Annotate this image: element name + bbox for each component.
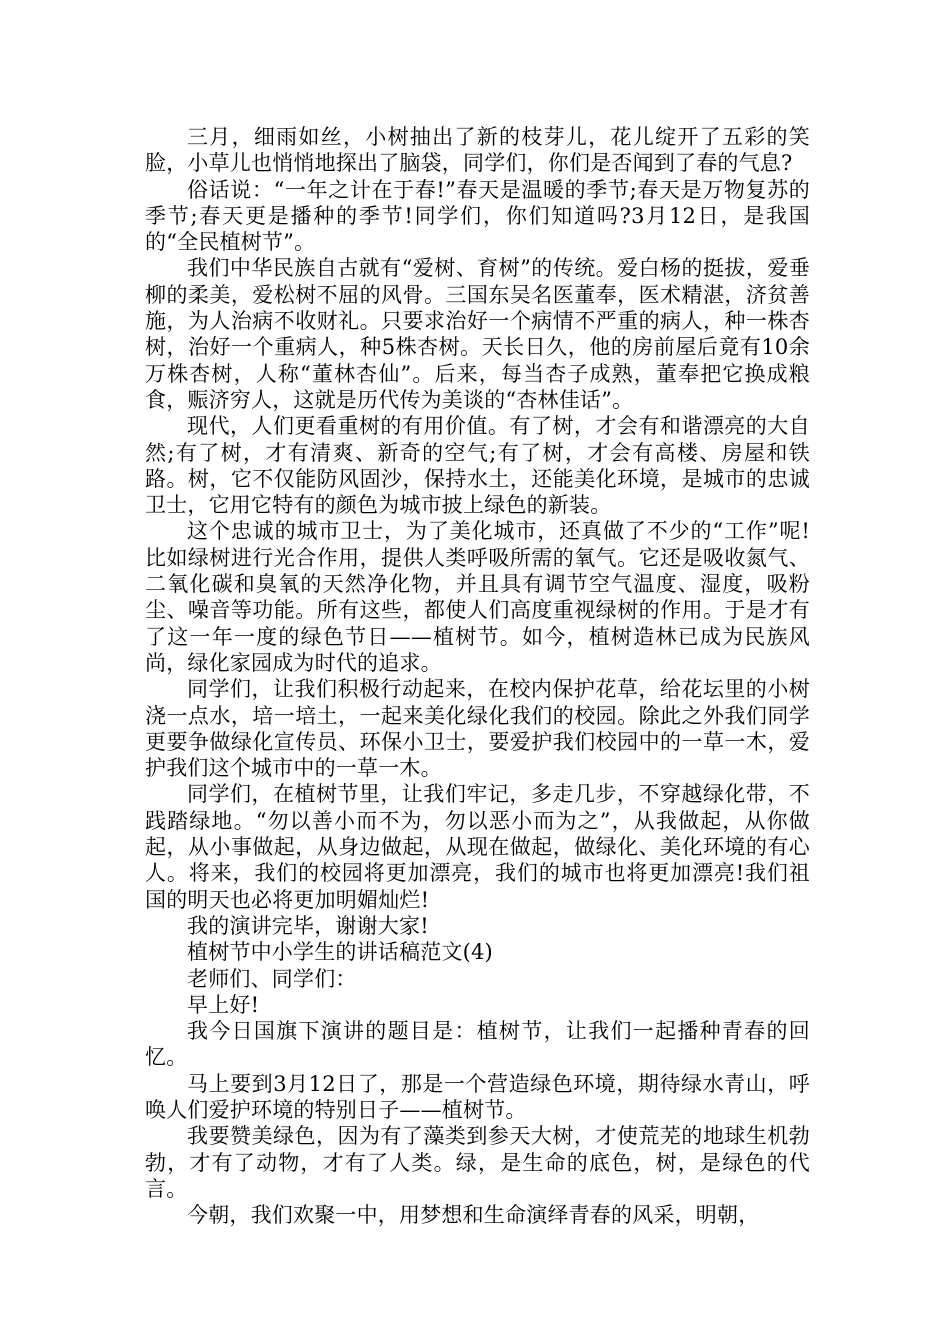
paragraph-today: 今朝，我们欢聚一中，用梦想和生命演绎青春的风采，明朝，: [187, 1203, 760, 1228]
paragraph-tradition: 我们中华民族自古就有“爱树、育树”的传统。爱白杨的挺拔，爱垂柳的柔美，爱松树不屈的风骨。三国东吴名医董奉，医术精湛，济贫善施，为人治病不收财礼。只要求治好一个病情不严重的病人，种一株杏树，治好一个重病人，种5株杏树。天长日久，他的房前屋后竟有10余万株杏树，人称“董林杏仙”。后来，每当杏子成熟，董奉把它换成粮食，赈济穷人，这就是历代传为美谈的“杏林佳话”。: [145, 256, 810, 412]
paragraph-spring-intro: 三月，细雨如丝，小树抽出了新的枝芽儿，花儿绽开了五彩的笑脸，小草儿也悄悄地探出了脑袋，同学们，你们是否闻到了春的气息?: [145, 125, 810, 176]
paragraph-city-guard: 这个忠诚的城市卫士，为了美化城市，还真做了不少的“工作”呢!比如绿树进行光合作用，提供人类呼吸所需的氧气。它还是吸收氮气、二氧化碳和臭氧的天然净化物，并且具有调节空气温度、湿度，吸粉尘、噪音等功能。所有这些，都使人们高度重视绿树的作用。于是才有了这一年一度的绿色节日——植树节。如今，植树造林已成为民族风尚，绿化家园成为时代的追求。: [145, 519, 810, 675]
paragraph-call-to-action: 同学们，让我们积极行动起来，在校内保护花草，给花坛里的小树浇一点水，培一培土，一起来美化绿化我们的校园。除此之外我们同学更要争做绿化宣传员、环保小卫士，要爱护我们校园中的一草一木，爱护我们这个城市中的一草一木。: [145, 677, 810, 781]
paragraph-closing: 我的演讲完毕，谢谢大家!: [187, 913, 429, 938]
document-page: [145, 124, 810, 1228]
paragraph-salutation: 老师们、同学们：: [187, 966, 357, 991]
paragraph-arbor-day: 马上要到3月12日了，那是一个营造绿色环境，期待绿水青山，呼唤人们爱护环境的特别日子——植树节。: [145, 1071, 810, 1122]
paragraph-modern-value: 现代，人们更看重树的有用价值。有了树，才会有和谐漂亮的大自然;有了树，才有清爽、新奇的空气;有了树，才会有高楼、房屋和铁路。树，它不仅能防风固沙，保持水土，还能美化环境，是城市的忠诚卫士，它用它特有的颜色为城市披上绿色的新装。: [145, 414, 810, 518]
paragraph-proverb: 俗话说：“一年之计在于春!”春天是温暖的季节;春天是万物复苏的季节;春天更是播种的季节!同学们，你们知道吗?3月12日，是我国的“全民植树节”。: [145, 177, 810, 255]
paragraph-speech-topic: 我今日国旗下演讲的题目是：植树节，让我们一起播种青春的回忆。: [145, 1019, 810, 1070]
section-heading: 植树节中小学生的讲话稿范文(4): [187, 940, 493, 965]
paragraph-remember: 同学们，在植树节里，让我们牢记，多走几步，不穿越绿化带，不践踏绿地。“勿以善小而不为，勿以恶小而为之”，从我做起，从你做起，从小事做起，从身边做起，从现在做起，做绿化、美化环境的有心人。将来，我们的校园将更加漂亮，我们的城市也将更加漂亮!我们祖国的明天也必将更加明媚灿烂!: [145, 782, 810, 912]
paragraph-praise-green: 我要赞美绿色，因为有了藻类到参天大树，才使荒芜的地球生机勃勃，才有了动物，才有了人类。绿，是生命的底色，树，是绿色的代言。: [145, 1124, 810, 1201]
paragraph-greeting: 早上好!: [187, 992, 260, 1017]
